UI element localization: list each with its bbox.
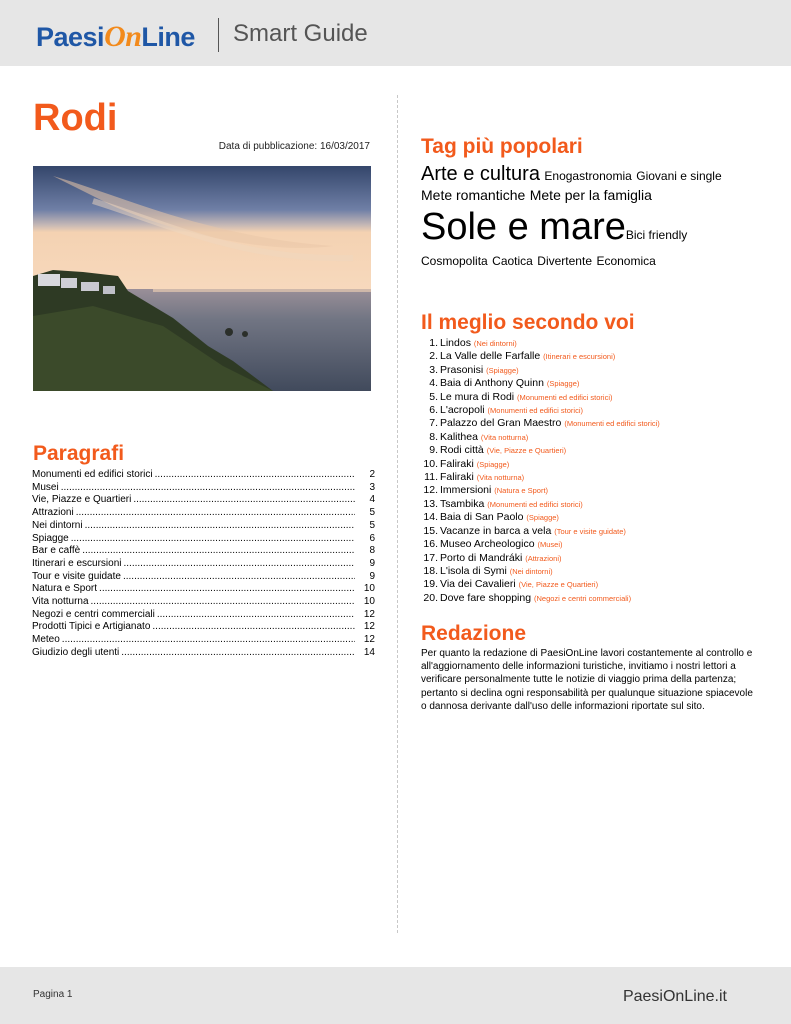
toc-page: 5 [369,519,375,531]
item-category: (Monumenti ed edifici storici) [487,499,583,509]
paesionline-logo[interactable] [36,20,195,54]
toc-row[interactable] [32,558,375,571]
redazione-text: Per quanto la redazione di PaesiOnLine lavori costantemente al controllo e all'aggiornamento delle informazioni turistiche, invitiamo i nostri lettori a verificare personalmente tutte le notizie di viaggio prima della partenza; pertanto si declina ogni responsabilità per qualunque situazione spiacevole o dannosa derivante dall'uso delle informazioni riportate sul sito. [421,648,753,712]
toc-page: 12 [363,621,375,633]
toc-row[interactable] [32,571,375,584]
toc-page: 9 [369,557,375,569]
toc-label: Giudizio degli utenti [32,646,120,658]
toc-leader [91,596,355,609]
site-link[interactable]: PaesiOnLine.it [622,988,727,1005]
item-category: (Spiagge) [546,379,580,389]
item-number: 10. [423,457,438,470]
item-name: Faliraki [440,471,474,484]
toc-label: Vita notturna [32,596,89,608]
list-item[interactable] [421,578,751,591]
item-category: (Monumenti ed edifici storici) [517,392,613,402]
item-number: 4. [429,377,438,390]
toc-leader [123,558,355,571]
item-category: (Nei dintorni) [509,566,553,576]
list-item[interactable] [421,498,751,511]
toc-label: Spiagge [32,532,69,544]
item-name: La Valle delle Farfalle [440,350,541,363]
toc-row[interactable] [32,621,375,634]
page-number: Pagina 1 [33,989,73,1000]
toc-leader [62,634,355,647]
toc-row[interactable] [32,520,375,533]
item-number: 9. [429,444,438,457]
item-number: 20. [423,591,438,604]
item-number: 19. [423,578,438,591]
best-list [421,337,751,605]
toc-label: Vie, Piazze e Quartieri [32,494,132,506]
toc-leader [82,545,355,558]
toc-row[interactable] [32,494,375,507]
toc-label: Itinerari e escursioni [32,557,122,569]
item-name: Rodi città [440,444,484,457]
item-name: Tsambika [440,497,485,510]
item-number: 14. [423,511,438,524]
list-item[interactable] [421,592,751,605]
toc-leader [155,469,355,482]
toc-row[interactable] [32,634,375,647]
toc-label: Nei dintorni [32,519,83,531]
logo-text-on: On [104,20,142,53]
item-number: 6. [429,404,438,417]
tag-link[interactable]: Bici friendly [625,228,688,243]
item-name: Porto di Mandráki [440,551,523,564]
item-name: Museo Archeologico [440,538,535,551]
logo-text-line: Line [141,22,195,52]
toc-row[interactable] [32,545,375,558]
page-title: Rodi [33,97,118,139]
item-name: L'isola di Symi [440,564,507,577]
list-item[interactable] [421,484,751,497]
destination-photo [33,166,371,391]
item-category: (Negozi e centri commerciali) [533,593,632,603]
list-item[interactable] [421,538,751,551]
tag-link[interactable]: Enogastronomia [544,169,632,183]
toc-label: Bar e caffè [32,545,81,557]
list-item[interactable] [421,417,751,430]
list-item[interactable] [421,458,751,471]
item-category: (Attrazioni) [525,553,562,563]
logo-text-paesi: Paesi [36,22,105,52]
toc-page: 5 [369,507,375,519]
paragrafi-heading: Paragrafi [33,442,125,465]
item-name: L'acropoli [440,404,485,417]
toc-leader [61,482,355,495]
toc-leader [85,520,355,533]
toc-leader [76,507,355,520]
item-number: 15. [423,524,438,537]
toc-page: 4 [369,494,375,506]
item-name: Via dei Cavalieri [440,578,516,591]
tag-link[interactable]: Economica [596,253,656,268]
item-name: Palazzo del Gran Maestro [440,417,562,430]
toc-row[interactable] [32,469,375,482]
item-category: (Monumenti ed edifici storici) [487,406,583,416]
item-category: (Itinerari e escursioni) [543,352,616,362]
tag-link[interactable]: Sole e mare [421,206,626,249]
toc-row[interactable] [32,583,375,596]
toc-leader [133,494,355,507]
tag-link[interactable]: Arte e cultura [421,163,540,185]
item-number: 1. [429,337,438,349]
item-category: (Spiagge) [526,513,559,523]
tag-cloud [421,162,731,270]
item-name: Dove fare shopping [440,591,532,604]
toc-leader [152,621,355,634]
item-category: (Spiagge) [486,365,519,375]
column-divider [397,95,398,933]
toc-row[interactable] [32,609,375,622]
toc-page: 2 [369,469,375,480]
toc-page: 3 [369,481,375,493]
item-number: 16. [423,538,438,551]
toc-label: Negozi e centri commerciali [32,608,155,620]
toc-page: 14 [363,646,375,658]
list-item[interactable] [421,565,751,578]
toc-page: 8 [369,545,375,557]
toc-page: 12 [363,608,375,620]
toc-row[interactable] [32,507,375,520]
list-item[interactable] [421,444,751,457]
list-item[interactable] [421,377,751,390]
item-name: Baia di San Paolo [440,511,524,524]
item-number: 2. [429,350,438,363]
item-name: Lindos [440,337,471,349]
toc-label: Natura e Sport [32,583,98,595]
toc-page: 10 [363,583,375,595]
tag-link[interactable]: Mete romantiche [421,187,526,203]
sunset-photo-illustration [33,166,371,391]
item-name: Le mura di Rodi [440,390,515,403]
item-name: Baia di Anthony Quinn [440,377,544,390]
list-item[interactable] [421,511,751,524]
list-item[interactable] [421,431,751,444]
toc-leader [71,533,355,546]
toc-row[interactable] [32,596,375,609]
item-category: (Vie, Piazze e Quartieri) [486,446,567,456]
toc-row[interactable] [32,647,375,660]
item-category: (Spiagge) [476,459,510,469]
item-name: Prasonisi [440,363,484,376]
toc-leader [123,571,355,584]
item-number: 12. [423,484,438,497]
tag-link[interactable]: Caotica [492,253,533,268]
item-category: (Natura e Sport) [494,486,549,496]
item-number: 8. [429,430,438,443]
toc-page: 9 [369,570,375,582]
toc-page: 6 [369,532,375,544]
list-item[interactable] [421,525,751,538]
tag-link[interactable]: Mete per la famiglia [529,187,652,203]
toc-label: Monumenti ed edifici storici [32,469,153,480]
list-item[interactable] [421,471,751,484]
tag-link[interactable]: Divertente [537,253,592,268]
item-number: 18. [423,564,438,577]
item-number: 3. [429,363,438,376]
toc-page: 10 [363,596,375,608]
toc-label: Meteo [32,634,60,646]
toc-label: Tour e visite guidate [32,570,121,582]
item-number: 13. [423,497,438,510]
item-number: 5. [429,390,438,403]
toc-row[interactable] [32,533,375,546]
item-name: Vacanze in barca a vela [440,524,552,537]
item-name: Faliraki [440,457,474,470]
item-number: 7. [429,417,438,430]
toc-leader [121,647,355,660]
publication-date: Data di pubblicazione: 16/03/2017 [218,141,370,152]
toc-page: 12 [363,634,375,646]
item-category: (Vie, Piazze e Quartieri) [518,580,599,590]
list-item[interactable] [421,364,751,377]
tags-heading: Tag più popolari [421,135,583,158]
item-category: (Monumenti ed edifici storici) [564,419,660,429]
toc-leader [157,609,355,622]
item-category: (Musei) [537,540,563,550]
item-name: Kalithea [440,430,478,443]
list-item[interactable] [421,552,751,565]
item-name: Immersioni [440,484,492,497]
list-item[interactable] [421,391,751,404]
item-category: (Nei dintorni) [473,339,517,348]
tag-link[interactable]: Giovani e single [636,169,722,183]
best-heading: Il meglio secondo voi [421,311,635,334]
tag-link[interactable]: Cosmopolita [421,253,488,268]
list-item[interactable] [421,350,751,363]
table-of-contents [32,469,375,660]
redazione-heading: Redazione [421,622,527,645]
item-number: 11. [424,471,438,484]
item-category: (Vita notturna) [480,432,529,442]
item-category: (Vita notturna) [476,473,525,483]
header-title: Smart Guide [233,20,368,47]
toc-leader [99,583,355,596]
toc-label: Attrazioni [32,507,74,519]
toc-label: Musei [32,481,59,493]
list-item[interactable] [421,404,751,417]
header-band [0,0,791,66]
item-category: (Tour e visite guidate) [554,526,626,536]
list-item[interactable] [421,337,751,350]
header-divider [218,18,219,52]
toc-row[interactable] [32,482,375,495]
toc-label: Prodotti Tipici e Artigianato [32,621,151,633]
item-number: 17. [423,551,438,564]
